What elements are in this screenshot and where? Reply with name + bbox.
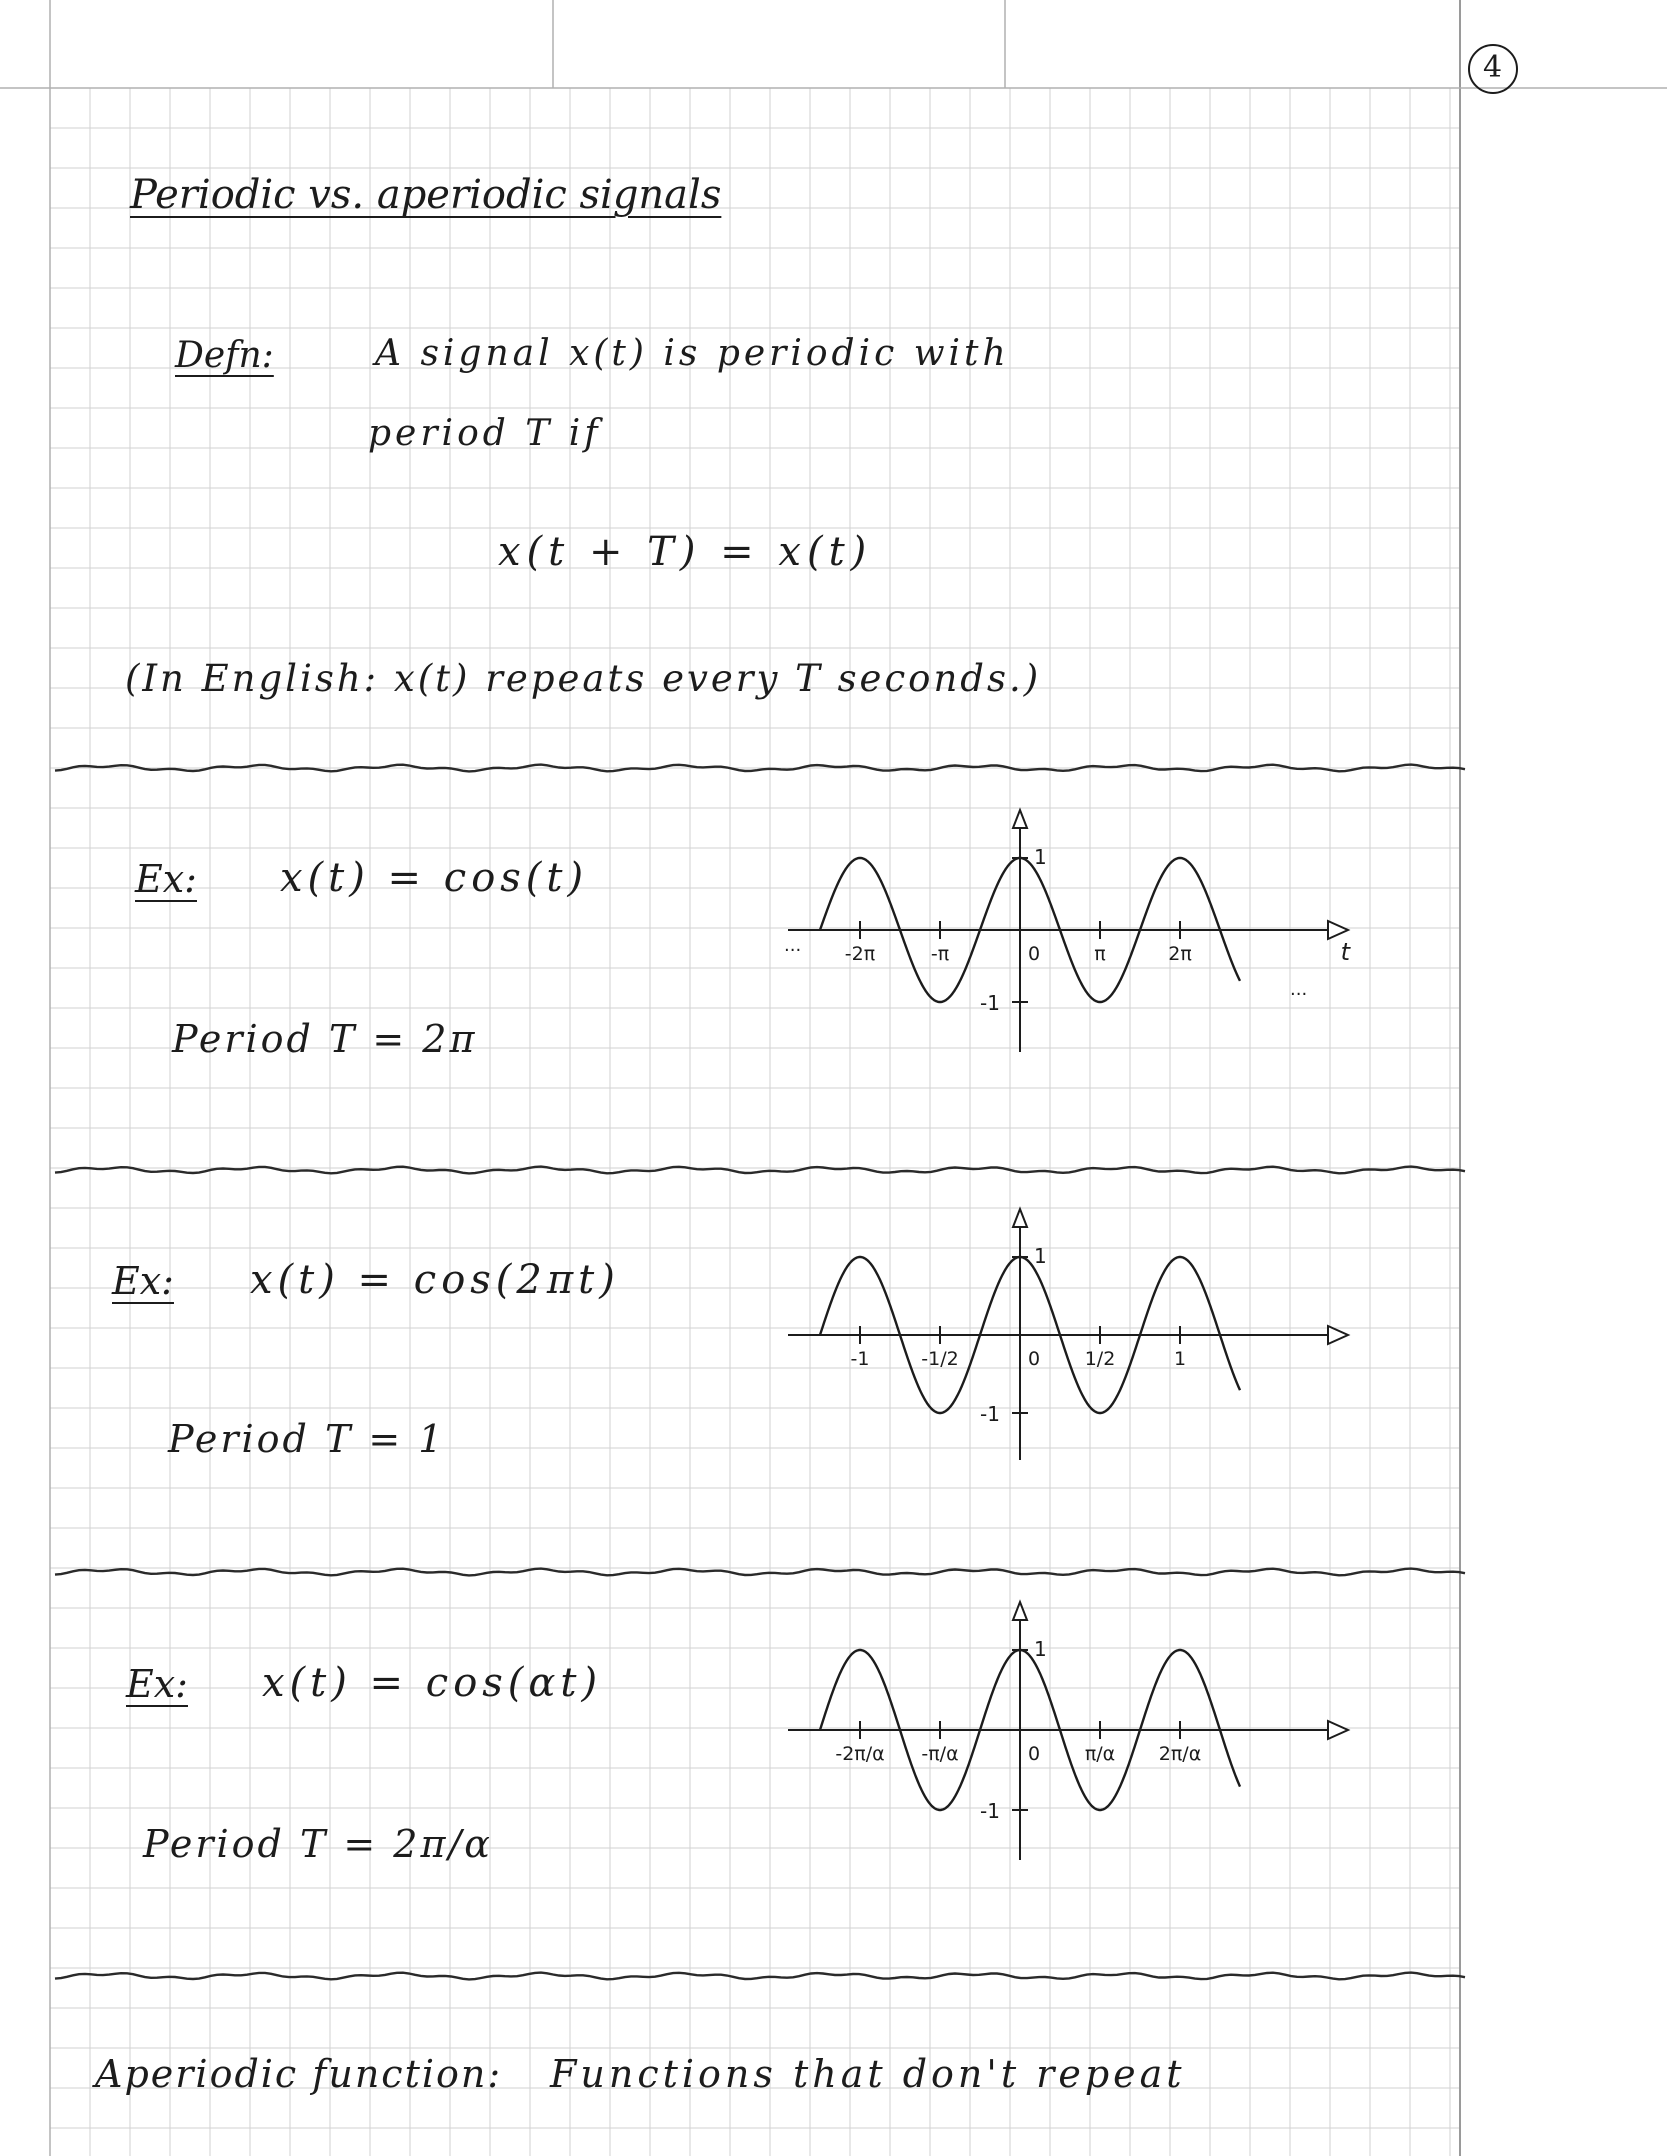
- x-tick-label: -2π/α: [835, 1743, 885, 1765]
- x-tick-label: 2π: [1168, 943, 1192, 965]
- example-1-label: Ex:: [135, 857, 197, 901]
- x-tick-label: 0: [1027, 1743, 1041, 1765]
- page-number-circle: [1468, 44, 1518, 94]
- x-tick-label: π/α: [1084, 1743, 1116, 1765]
- y-max-label: 1: [1034, 1244, 1047, 1268]
- example-2-label: Ex:: [112, 1259, 174, 1303]
- x-tick-label: 1: [1173, 1348, 1187, 1370]
- example-2-period: Period T = 1: [168, 1417, 446, 1461]
- y-axis-arrow: [1013, 1209, 1027, 1227]
- example-1-formula: x(t) = cos(t): [280, 855, 589, 901]
- y-max-label: 1: [1034, 1637, 1047, 1661]
- x-axis-arrow: [1328, 1721, 1348, 1739]
- x-tick-label: -1/2: [921, 1348, 959, 1370]
- left-ellipsis: ···: [784, 940, 802, 961]
- y-axis-arrow: [1013, 810, 1027, 828]
- definition-line-1: A signal x(t) is periodic with: [375, 333, 1010, 374]
- x-tick-label: 2π/α: [1158, 1743, 1202, 1765]
- example-3-label: Ex:: [126, 1662, 188, 1706]
- y-min-label: -1: [980, 1799, 1000, 1823]
- example-1-cosine-graph: [780, 800, 1360, 1060]
- definition-label: Defn:: [175, 335, 274, 376]
- page-title: Periodic vs. aperiodic signals: [130, 172, 722, 218]
- x-tick-label: 0: [1027, 1348, 1041, 1370]
- definition-plain-english: (In English: x(t) repeats every T seconds.): [125, 657, 1042, 700]
- x-tick-label: -1: [850, 1348, 870, 1370]
- section-separator: [55, 1973, 1465, 1980]
- example-2-formula: x(t) = cos(2πt): [250, 1257, 620, 1303]
- definition-equation: x(t + T) = x(t): [498, 529, 873, 575]
- x-tick-label: -π: [930, 943, 950, 965]
- x-axis-arrow: [1328, 921, 1348, 939]
- aperiodic-label: Aperiodic function:: [95, 2052, 503, 2096]
- x-tick-label: -2π: [844, 943, 876, 965]
- x-tick-label: π: [1094, 943, 1106, 965]
- section-separator: [55, 1569, 1465, 1576]
- x-tick-label: -π/α: [921, 1743, 959, 1765]
- y-axis-arrow: [1013, 1602, 1027, 1620]
- example-2-cosine-graph: [780, 1200, 1360, 1460]
- y-min-label: -1: [980, 991, 1000, 1015]
- definition-line-2: period T if: [368, 413, 602, 454]
- example-3-formula: x(t) = cos(αt): [262, 1660, 603, 1706]
- x-tick-label: 1/2: [1084, 1348, 1116, 1370]
- x-tick-label: 0: [1027, 943, 1041, 965]
- example-3-period: Period T = 2π/α: [143, 1822, 493, 1866]
- aperiodic-text: Functions that don't repeat: [550, 2052, 1186, 2096]
- example-1-period: Period T = 2π: [172, 1017, 478, 1061]
- right-ellipsis: ···: [1290, 984, 1308, 1005]
- y-max-label: 1: [1034, 845, 1047, 869]
- y-min-label: -1: [980, 1402, 1000, 1426]
- page-number: 4: [1483, 50, 1503, 85]
- t-axis-label: t: [1340, 938, 1350, 966]
- example-3-cosine-graph: [780, 1590, 1360, 1870]
- x-axis-arrow: [1328, 1326, 1348, 1344]
